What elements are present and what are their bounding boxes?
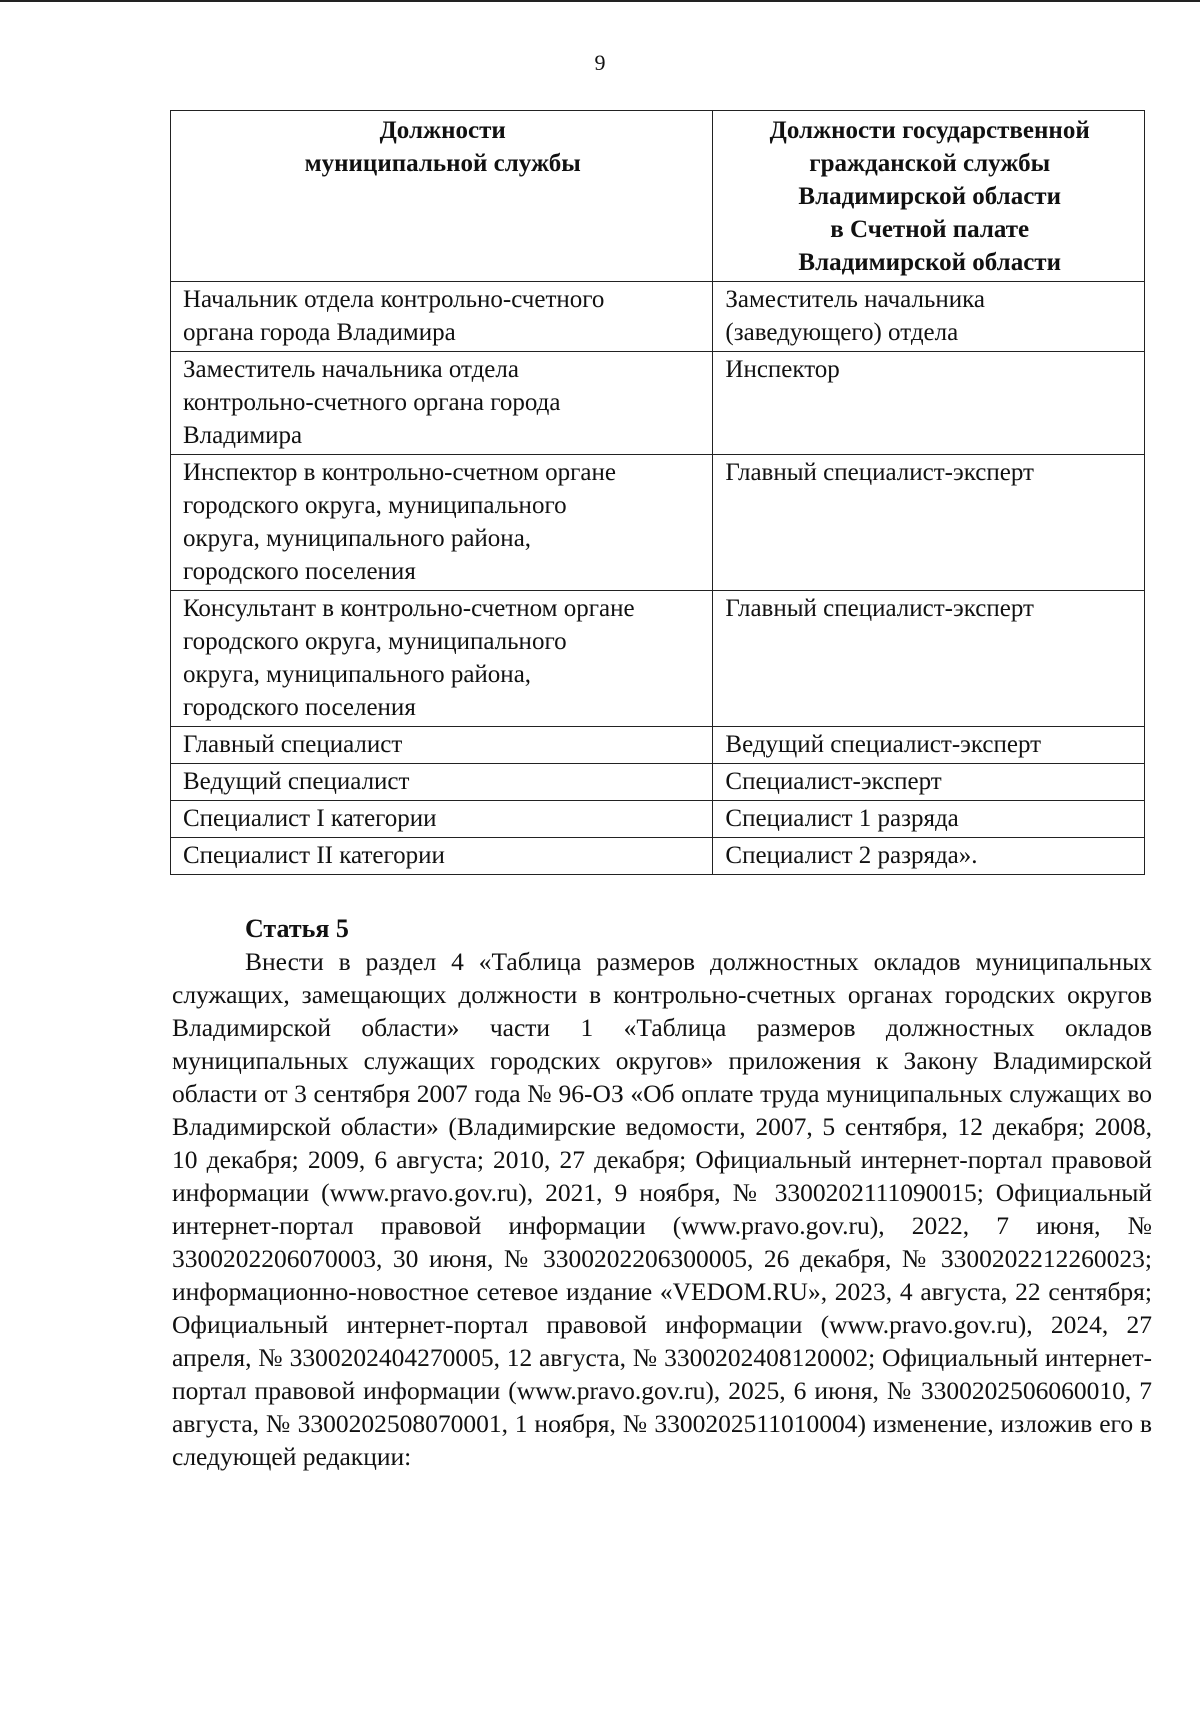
municipal-position-cell: Главный специалист [171,727,713,764]
table-row [171,764,1145,801]
table-header-row [171,111,1145,282]
municipal-position-cell: Заместитель начальника отдела контрольно-счетного органа города Владимира [171,352,713,455]
table-row [171,838,1145,875]
state-position-cell: Ведущий специалист-эксперт [713,727,1145,764]
page-number: 9 [594,50,606,75]
table-row [171,801,1145,838]
state-position-cell: Главный специалист-эксперт [713,455,1145,591]
table-row [171,352,1145,455]
municipal-position-cell: Специалист I категории [171,801,713,838]
table-row [171,727,1145,764]
table-row [171,591,1145,727]
municipal-position-cell: Инспектор в контрольно-счетном органе городского округа, муниципального округа, муниципального района, городского поселения [171,455,713,591]
municipal-position-cell: Специалист II категории [171,838,713,875]
state-position-cell: Специалист 1 разряда [713,801,1145,838]
state-position-cell: Специалист-эксперт [713,764,1145,801]
top-border-line [0,0,1200,2]
article-body-paragraph: Внести в раздел 4 «Таблица размеров должностных окладов муниципальных служащих, замещающих должности в контрольно-счетных органах городских округов Владимирской области» части 1 «Таблица размеров должностных окладов муниципальных служащих городских округов» приложения к Закону Владимирской области от 3 сентября 2007 года № 96-ОЗ «Об оплате труда муниципальных служащих во Владимирской области» (Владимирские ведомости, 2007, 5 сентября, 12 декабря; 2008, 10 декабря; 2009, 6 августа; 2010, 27 декабря; Официальный интернет-портал правовой информации (www.pravo.gov.ru), 2021, 9 ноября, № 3300202111090015; Официальный интернет-портал правовой информации (www.pravo.gov.ru), 2022, 7 июня, № 3300202206070003, 30 июня, № 3300202206300005, 26 декабря, № 3300202212260023; информационно-новостное сетевое издание «VEDOM.RU», 2023, 4 августа, 22 сентября; Официальный интернет-портал правовой информации (www.pravo.gov.ru), 2024, 27 апреля, № 3300202404270005, 12 августа, № 3300202408120002; Официальный интернет-портал правовой информации (www.pravo.gov.ru), 2025, 6 июня, № 3300202506060010, 7 августа, № 3300202508070001, 1 ноября, № 3300202511010004) изменение, изложив его в следующей редакции: [172,947,1152,1471]
state-position-cell: Специалист 2 разряда». [713,838,1145,875]
table-row [171,282,1145,352]
municipal-position-cell: Ведущий специалист [171,764,713,801]
header-state-positions: Должности государственной гражданской службы Владимирской области в Счетной палате Владимирской области [713,111,1145,282]
municipal-position-cell: Начальник отдела контрольно-счетного органа города Владимира [171,282,713,352]
article-title: Статья 5 [245,914,349,943]
header-municipal-positions: Должности муниципальной службы [171,111,713,282]
state-position-cell: Заместитель начальника (заведующего) отдела [713,282,1145,352]
state-position-cell: Главный специалист-эксперт [713,591,1145,727]
state-position-cell: Инспектор [713,352,1145,455]
table-row [171,455,1145,591]
municipal-position-cell: Консультант в контрольно-счетном органе городского округа, муниципального округа, муниципального района, городского поселения [171,591,713,727]
positions-table [170,110,1145,875]
